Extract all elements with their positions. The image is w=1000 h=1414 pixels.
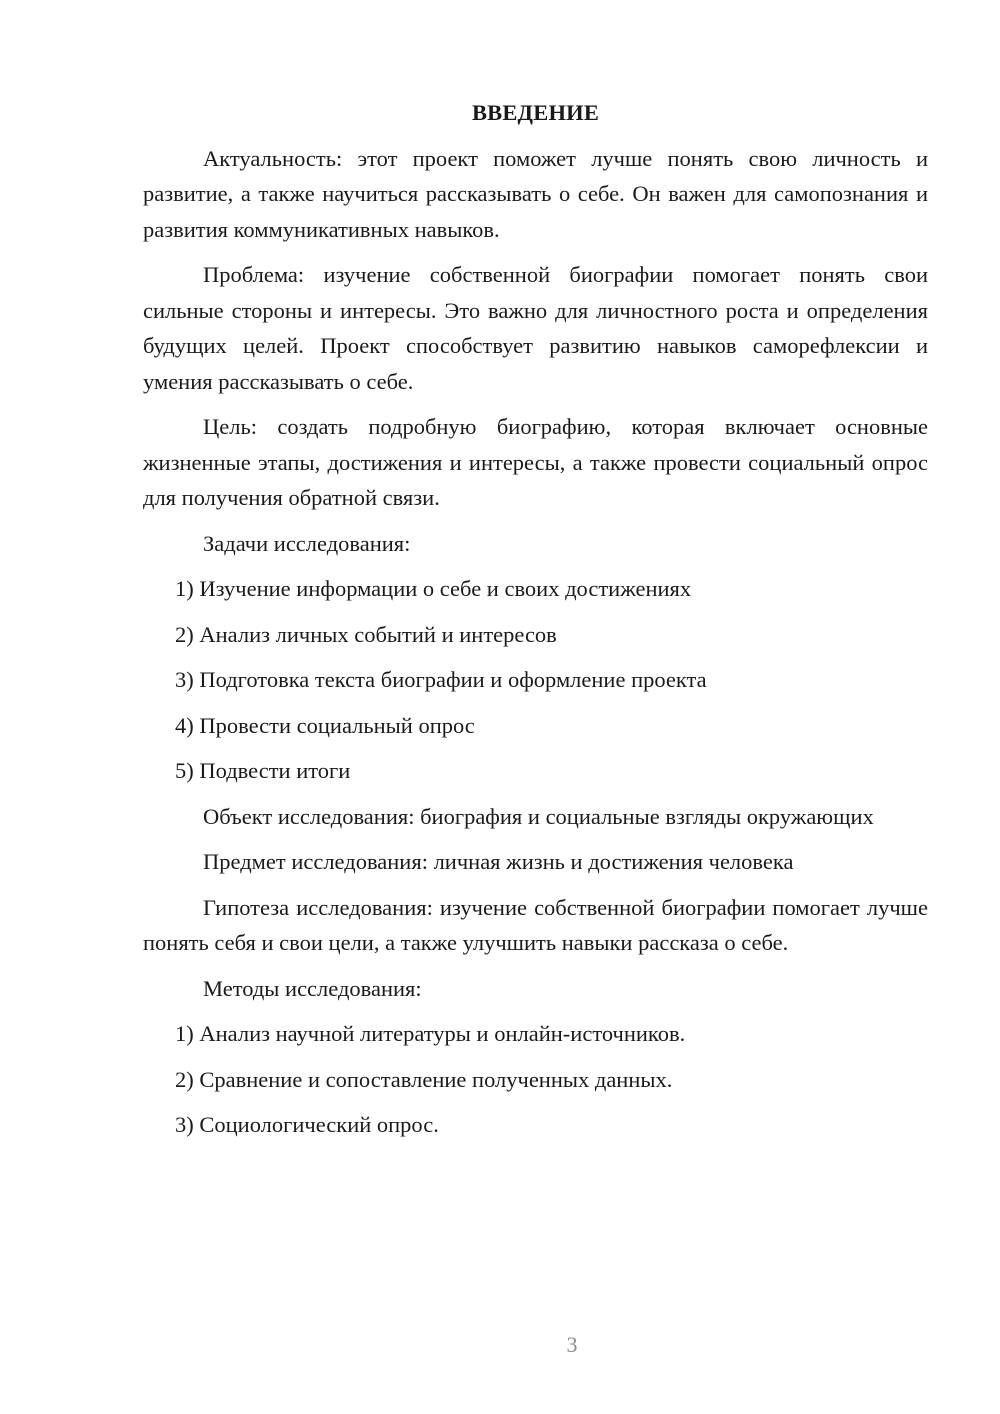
object-paragraph: Объект исследования: биография и социальные взгляды окружающих [203, 803, 874, 829]
hypothesis-paragraph: Гипотеза исследования: изучение собственной биографии помогает лучше понять себя и свои цели, а также улучшить навыки рассказа о себе. [143, 894, 928, 955]
task-item: 2) Анализ личных событий и интересов [175, 621, 557, 647]
task-item: 4) Провести социальный опрос [175, 712, 475, 738]
task-item: 5) Подвести итоги [175, 758, 351, 783]
goal-paragraph: Цель: создать подробную биографию, которая включает основные жизненные этапы, достижения и интересы, а также провести социальный опрос для получения обратной связи. [143, 414, 928, 510]
methods-heading: Методы исследования: [203, 975, 422, 1001]
subject-paragraph: Предмет исследования: личная жизнь и достижения человека [203, 849, 794, 874]
page-content [143, 95, 928, 1153]
problem-paragraph: Проблема: изучение собственной биографии помогает понять свои сильные стороны и интересы. Это важно для личностного роста и определения будущих целей. Проект способствует развитию навыков саморефлексии и умения рассказывать о себе. [143, 262, 928, 394]
section-title: ВВЕДЕНИЕ [471, 100, 600, 125]
task-item: 1) Изучение информации о себе и своих достижениях [175, 576, 692, 601]
task-item: 3) Подготовка текста биографии и оформление проекта [175, 667, 707, 692]
method-item: 3) Социологический опрос. [175, 1112, 439, 1137]
method-item: 2) Сравнение и сопоставление полученных данных. [175, 1066, 673, 1092]
tasks-heading: Задачи исследования: [203, 530, 411, 556]
page-number: 3 [566, 1332, 578, 1357]
relevance-paragraph: Актуальность: этот проект поможет лучше понять свою личность и развитие, а также научиться рассказывать о себе. Он важен для самопознания и развития коммуникативных навыков. [143, 145, 928, 242]
method-item: 1) Анализ научной литературы и онлайн-источников. [175, 1021, 686, 1046]
